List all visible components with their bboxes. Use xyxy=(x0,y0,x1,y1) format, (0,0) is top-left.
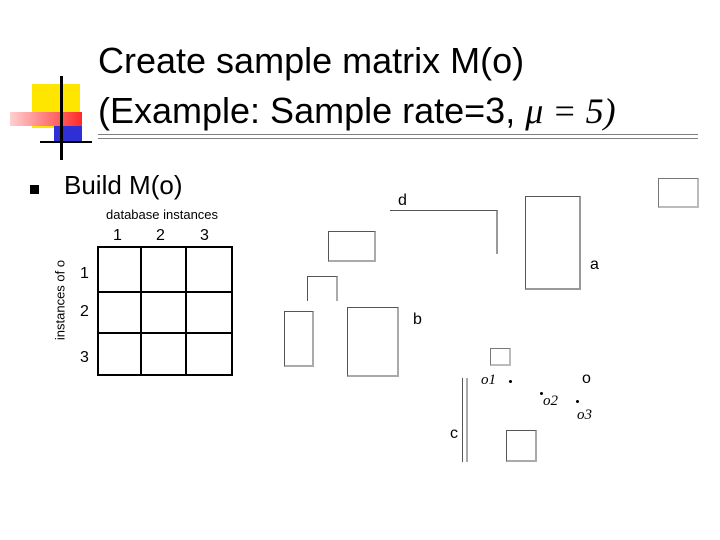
label-d: d xyxy=(398,192,407,209)
label-o3: o3 xyxy=(577,407,592,423)
diagram-box-d xyxy=(390,210,498,254)
label-o: o xyxy=(582,370,591,387)
bullet-square-icon xyxy=(30,185,39,194)
title-rule-top xyxy=(98,134,698,135)
matrix-grid-hline-2 xyxy=(99,332,231,334)
matrix-row-number-1: 1 xyxy=(80,265,89,282)
title-mu-text: μ = 5) xyxy=(525,91,616,131)
label-a: a xyxy=(590,256,599,273)
label-b: b xyxy=(413,311,422,328)
matrix-row-number-2: 2 xyxy=(80,303,89,320)
title-line-2 xyxy=(98,90,616,132)
label-o1: o1 xyxy=(481,372,496,388)
matrix-col-number-3: 3 xyxy=(200,227,209,244)
accent-horizontal-tick xyxy=(40,141,92,143)
diagram-box-a xyxy=(525,196,581,290)
label-c: c xyxy=(450,425,458,442)
matrix-grid-vline-2 xyxy=(185,248,187,374)
accent-vertical-tick xyxy=(60,76,63,160)
sample-matrix-grid xyxy=(97,246,233,376)
title-line-1: Create sample matrix M(o) xyxy=(98,40,525,81)
matrix-row-number-3: 3 xyxy=(80,349,89,366)
diagram-box-small-2 xyxy=(307,276,338,301)
diagram-box-small-1 xyxy=(328,231,376,262)
matrix-row-header: instances of o xyxy=(52,259,68,341)
accent-pink-bar xyxy=(10,112,82,126)
bullet-text: Build M(o) xyxy=(64,170,183,200)
diagram-box-tall-left xyxy=(284,311,314,367)
matrix-col-number-2: 2 xyxy=(156,227,165,244)
label-o2: o2 xyxy=(543,393,558,409)
diagram-box-top-right xyxy=(658,178,699,208)
matrix-grid-vline-1 xyxy=(140,248,142,374)
title-line-2-prefix: (Example: Sample rate=3, xyxy=(98,90,526,131)
point-o3 xyxy=(576,400,579,403)
matrix-column-header: database instances xyxy=(106,207,219,222)
title-rule-bottom xyxy=(98,138,698,139)
matrix-grid-hline-1 xyxy=(99,291,231,293)
matrix-col-number-1: 1 xyxy=(113,227,122,244)
diagram-box-tiny xyxy=(490,348,511,366)
diagram-box-b xyxy=(347,307,399,377)
diagram-line-c xyxy=(462,378,468,462)
diagram-box-bottom xyxy=(506,430,537,462)
point-o1 xyxy=(509,380,512,383)
